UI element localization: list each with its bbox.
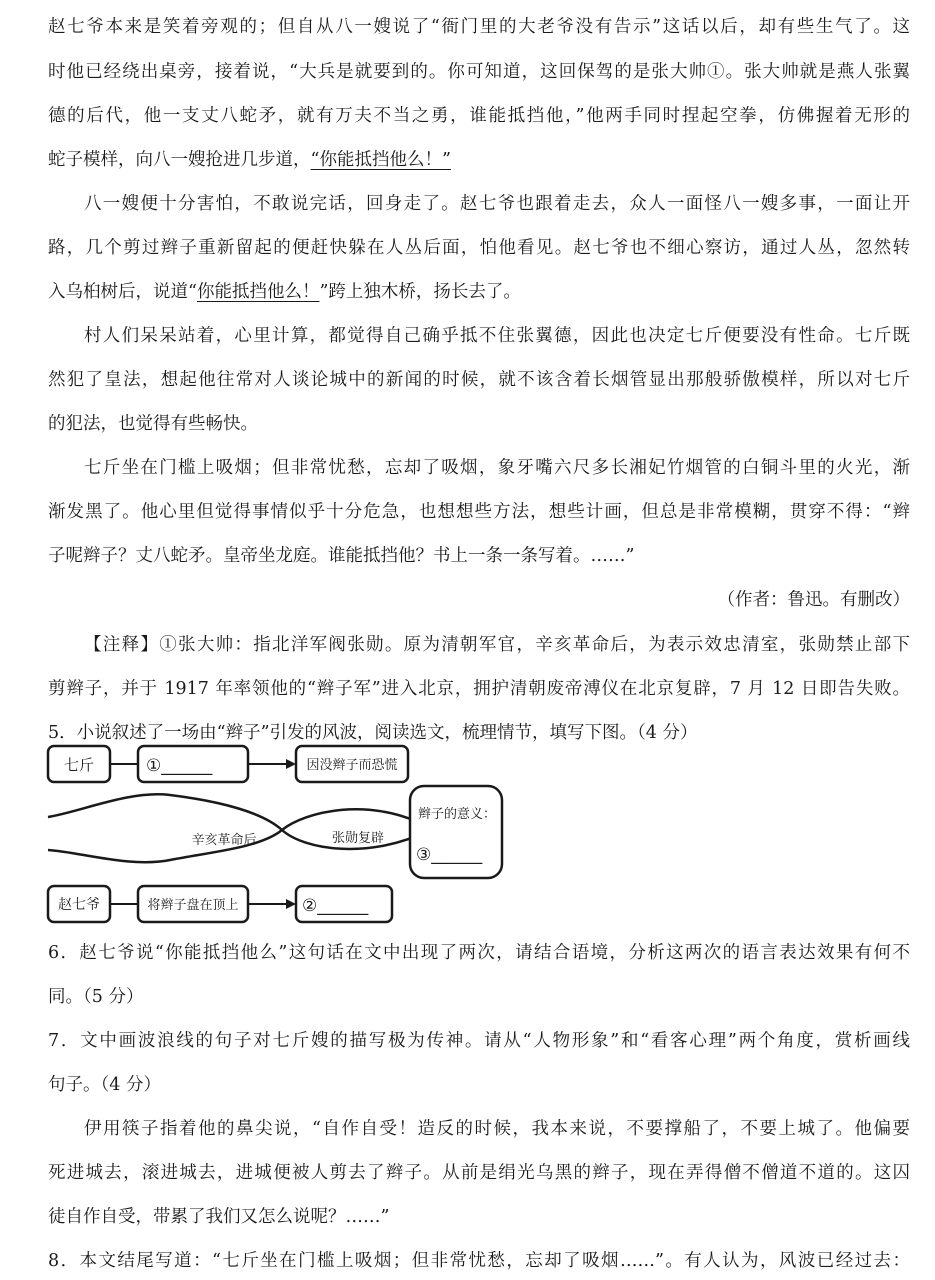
question-8-line: 8．本文结尾写道：“七斤坐在门槛上吸烟；但非常忧愁，忘却了吸烟……”。有人认为，风波已经过去：: [48, 1251, 910, 1271]
passage-line: 渐发黑了。他心里但觉得事情似乎十分危急，也想想些方法，想些计画，但总是非常模糊，贯穿不得：“辫: [48, 502, 910, 522]
annotation-line: 剪辫子，并于 1917 年率领他的“辫子军”进入北京，拥护清朝废帝溥仪在北京复辟，7 月 12 日即告失败。: [48, 679, 910, 699]
blank-2: ②______: [302, 896, 369, 916]
passage-line: 路，几个剪过辫子重新留起的便赶快躲在人丛后面，怕他看见。赵七爷也不细心察访，通过人丛，忽然转: [48, 238, 910, 258]
passage-line: 子呢辫子？丈八蛇矛。皇帝坐龙庭。谁能抵挡他？书上一条一条写着。……”: [48, 546, 635, 566]
box-zhao-action-label: 将辫子盘在顶上: [147, 898, 239, 913]
blank-1: ①______: [146, 756, 213, 776]
box-qijin-label: 七斤: [63, 756, 95, 774]
passage-line: [48, 148, 910, 172]
passage-text: 入乌桕树后，说道“: [48, 282, 197, 302]
passage-text: 蛇子模样，向八一嫂抢进几步道，: [48, 150, 311, 170]
question-7-line: 句子。（4 分）: [48, 1075, 161, 1095]
meaning-label: 辫子的意义：: [418, 807, 497, 822]
quote-line: 死进城去，滚进城去，进城便被人剪去了辫子。从前是绢光乌黑的辫子，现在弄得僧不僧道不道的。这囚: [48, 1163, 910, 1183]
arrow-head: [286, 759, 296, 769]
passage-line: 八一嫂便十分害怕，不敢说完话，回身走了。赵七爷也跟着走去，众人一面怪八一嫂多事，一面让开: [84, 194, 910, 214]
question-7-line: 7．文中画波浪线的句子对七斤嫂的描写极为传神。请从“人物形象”和“看客心理”两个角度，赏析画线: [48, 1031, 910, 1051]
passage-line: 赵七爷本来是笑着旁观的；但自从八一嫂说了“衙门里的大老爷没有告示”这话以后，却有些生气了。这: [48, 17, 910, 37]
underlined-quote-2: 你能抵挡他么！: [196, 282, 320, 302]
passage-text: ”跨上独木桥，扬长去了。: [319, 282, 521, 302]
passage-line: 德的后代，他一支丈八蛇矛，就有万夫不当之勇，谁能抵挡他，”他两手同时捏起空拳，仿佛握着无形的: [48, 106, 910, 126]
event-1901-label: 辛亥革命后: [191, 833, 257, 848]
passage-line: [48, 280, 910, 304]
passage-line: 时他已经绕出桌旁，接着说，“大兵是就要到的。你可知道，这回保驾的是张大帅①。张大帅就是燕人张翼: [48, 62, 910, 82]
event-restoration-label: 张勋复辟: [331, 831, 385, 846]
question-6-line: 同。（5 分）: [48, 987, 144, 1007]
blank-3: ③______: [416, 845, 483, 865]
arrow-head: [286, 899, 296, 909]
passage-line: 的犯法，也觉得有些畅快。: [48, 414, 258, 434]
passage-line: 然犯了皇法，想起他往常对人谈论城中的新闻的时候，就不该含着长烟管显出那般骄傲模样，所以对七斤: [48, 370, 910, 390]
quote-line: 伊用筷子指着他的鼻尖说，“自作自受！造反的时候，我本来说，不要撑船了，不要上城了。他偏要: [84, 1119, 910, 1139]
plot-diagram: [40, 740, 510, 930]
quote-line: 徒自作自受，带累了我们又怎么说呢？……”: [48, 1207, 390, 1227]
box-qijin-result-label: 因没辫子而恐慌: [306, 758, 398, 773]
passage-line: 村人们呆呆站着，心里计算，都觉得自己确乎抵不住张翼德，因此也决定七斤便要没有性命。七斤既: [84, 326, 910, 346]
passage-line: 七斤坐在门槛上吸烟；但非常忧愁，忘却了吸烟，象牙嘴六尺多长湘妃竹烟管的白铜斗里的火光，渐: [84, 458, 910, 478]
annotation-line: 【注释】①张大帅：指北洋军阀张勋。原为清朝军官，辛亥革命后，为表示效忠清室，张勋禁止部下: [84, 635, 910, 655]
question-5: 5．小说叙述了一场由“辫子”引发的风波，阅读选文，梳理情节，填写下图。（4 分）: [48, 723, 698, 743]
question-6-line: 6．赵七爷说“你能抵挡他么”这句话在文中出现了两次，请结合语境，分析这两次的语言表达效果有何不: [48, 943, 910, 963]
attribution: （作者：鲁迅。有删改）: [717, 590, 910, 610]
box-zhao-label: 赵七爷: [58, 897, 100, 913]
underlined-quote-1: “你能抵挡他么！”: [310, 150, 451, 170]
